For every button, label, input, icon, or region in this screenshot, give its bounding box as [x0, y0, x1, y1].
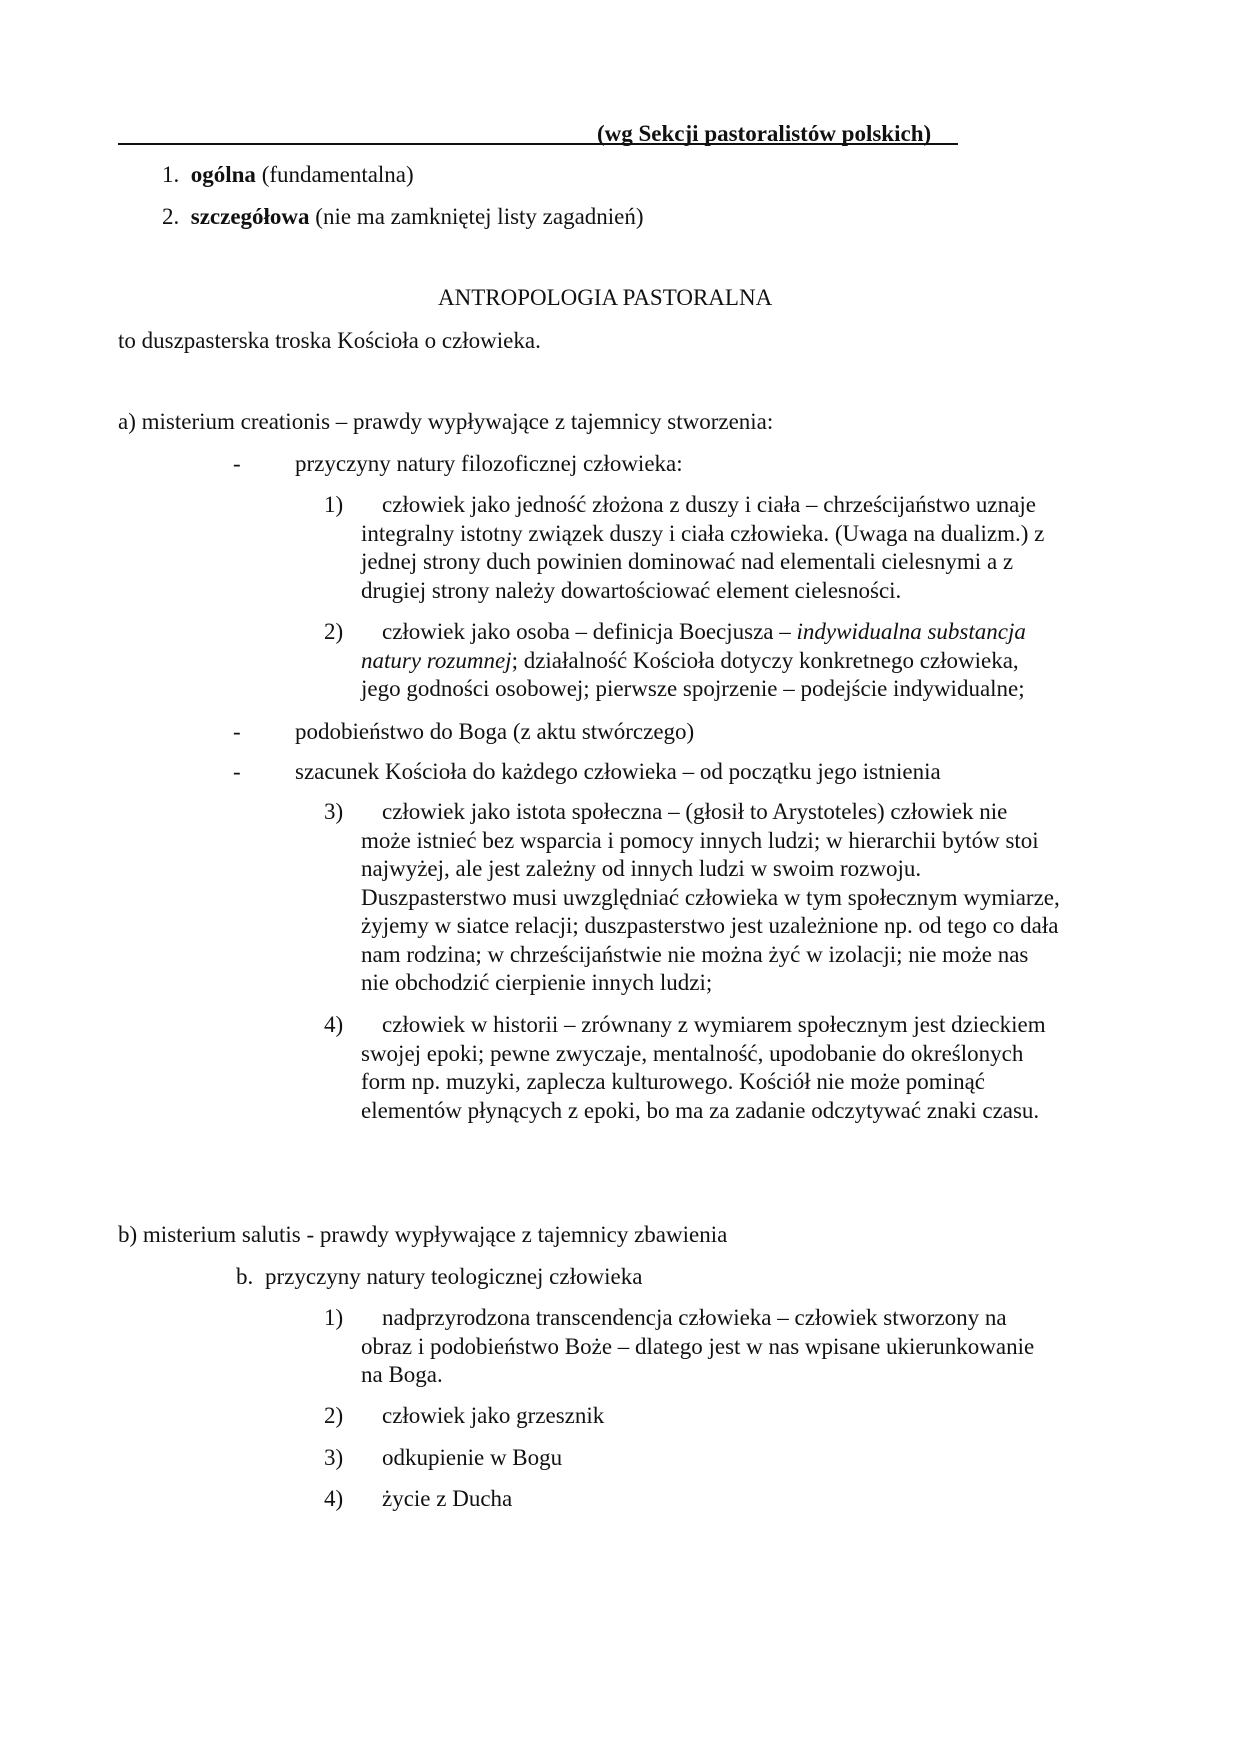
numbered-item-3 [361, 798, 1060, 998]
division-item-2 [162, 203, 644, 232]
text-line: form np. muzyki, zaplecza kulturowego. Kościół nie może pominąć [361, 1069, 985, 1094]
numbered-item-2: człowiek jako grzesznik [382, 1403, 605, 1428]
numbered-item-3: odkupienie w Bogu [382, 1445, 563, 1470]
text-line: obraz i podobieństwo Boże – dlatego jest w nas wpisane ukierunkowanie [361, 1333, 1035, 1359]
dash-bullet: - [233, 759, 241, 784]
description: (fundamentalna) [255, 162, 414, 187]
description: (nie ma zamkniętej listy zagadnień) [309, 204, 644, 229]
term: szczegółowa [190, 204, 310, 229]
dash-bullet: - [233, 719, 241, 744]
item-number: 3) [324, 799, 344, 824]
text-line: jego godności osobowej; pierwsze spojrzenie – podejście indywidualne; [361, 676, 1025, 701]
item-number: 4) [324, 1486, 344, 1511]
sub-item-text: przyczyny natury teologicznej człowieka [265, 1264, 643, 1289]
section-title: ANTROPOLOGIA PASTORALNA [438, 285, 773, 310]
text-line: integralny istotny związek duszy i ciała człowieka. (Uwaga na dualizm.) z [361, 520, 1045, 546]
item-number: 2) [324, 1403, 344, 1428]
text-line: Duszpasterstwo musi uwzględniać człowieka w tym społecznym wymiarze, [361, 884, 1060, 910]
division-item-1 [162, 161, 414, 190]
numbered-item-4 [361, 1011, 1046, 1125]
item-number: 4) [324, 1012, 344, 1037]
text-line: nam rodzina; w chrześcijaństwie nie można żyć w izolacji; nie może nas [361, 941, 1029, 967]
sub-item-letter: b. [236, 1264, 254, 1289]
item-number: 1) [324, 1305, 344, 1330]
text-line: elementów płynących z epoki, bo ma za zadanie odczytywać znaki czasu. [361, 1097, 1040, 1123]
text-line: jednej strony duch powinien dominować nad elementali cielesnymi a z [361, 549, 1014, 574]
item-number: 2) [324, 619, 344, 644]
part-a-heading: a) misterium creationis – prawdy wypływające z tajemnicy stworzenia: [118, 409, 774, 434]
text-line: nadprzyrodzona transcendencja człowieka – człowiek stworzony na [382, 1305, 1007, 1330]
text-line: człowiek jako istota społeczna – (głosił to Arystoteles) człowiek nie [382, 799, 1008, 824]
dash-item-text: szacunek Kościoła do każdego człowieka – od początku jego istnienia [295, 759, 941, 784]
document-title: (wg Sekcji pastoralistów polskich) [597, 121, 932, 146]
text-line: może istnieć bez wsparcia i pomocy innych ludzi; w hierarchii bytów stoi [361, 827, 1039, 853]
text-line: swojej epoki; pewne zwyczaje, mentalność, upodobanie do określonych [361, 1040, 1024, 1066]
text-line: żyjemy w siatce relacji; duszpasterstwo jest uzależnione np. od tego co dała [361, 913, 1059, 938]
italic-definition: natury rozumnej [361, 647, 512, 673]
text-line: człowiek jako jedność złożona z duszy i ciała – chrześcijaństwo uznaje [382, 492, 1036, 517]
list-number: 1. [162, 162, 180, 187]
italic-definition: indywidualna substancja [796, 619, 1026, 644]
text: ; działalność Kościoła dotyczy konkretnego człowieka, [511, 647, 1019, 673]
part-b-heading: b) misterium salutis - prawdy wypływające z tajemnicy zbawienia [118, 1222, 728, 1247]
numbered-item-1 [361, 1304, 1034, 1390]
text-line: nie obchodzić cierpienie innych ludzi; [361, 970, 713, 995]
numbered-item-4: życie z Ducha [382, 1486, 513, 1511]
list-number: 2. [162, 204, 180, 229]
dash-bullet: - [233, 451, 241, 476]
text-line: drugiej strony należy dowartościować element cielesności. [361, 577, 902, 603]
item-number: 3) [324, 1445, 344, 1470]
dash-item-text: podobieństwo do Boga (z aktu stwórczego) [295, 719, 695, 744]
text-line: najwyżej, ale jest zależny od innych ludzi w swoim rozwoju. [361, 856, 922, 881]
item-number: 1) [324, 492, 344, 517]
numbered-item-2 [361, 618, 1026, 704]
text: człowiek jako osoba – definicja Boecjusza – [382, 619, 797, 644]
dash-item-text: przyczyny natury filozoficznej człowieka: [295, 451, 683, 476]
numbered-item-1 [361, 491, 1044, 605]
definition: to duszpasterska troska Kościoła o człowieka. [118, 328, 541, 353]
text-line: na Boga. [361, 1362, 443, 1387]
text-line: człowiek w historii – zrównany z wymiarem społecznym jest dzieckiem [382, 1012, 1046, 1037]
term: ogólna [190, 162, 256, 187]
